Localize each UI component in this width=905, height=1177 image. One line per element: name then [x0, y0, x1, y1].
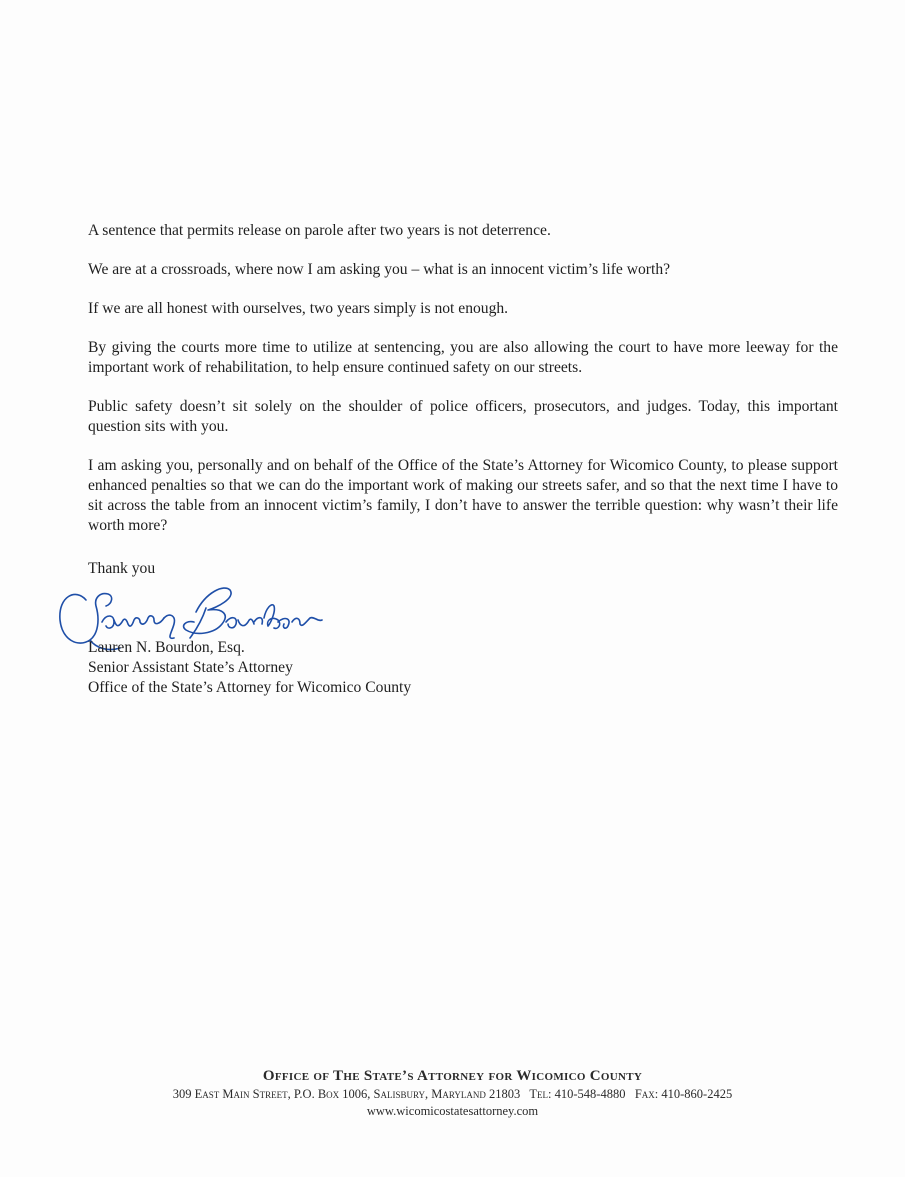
footer-office-name: Office of The State’s Attorney for Wicomico County	[262, 1068, 643, 1084]
footer-website: www.wicomicostatesattorney.com	[366, 1104, 539, 1118]
signer-office: Office of the State’s Attorney for Wicomico County	[88, 679, 412, 696]
footer-address: 309 East Main Street, P.O. Box 1006, Salisbury, Maryland 21803 Tel: 410-548-4880 Fax: 410-860-2425	[172, 1087, 733, 1101]
paragraph-public-safety: Public safety doesn’t sit solely on the shoulder of police officers, prosecutors, and judges. Today, this important question sits with you.	[88, 398, 838, 435]
paragraph-rehabilitation: By giving the courts more time to utilize at sentencing, you are also allowing the court to have more leeway for the important work of rehabilitation, to help ensure continued safety on our streets.	[88, 339, 838, 376]
paragraph-crossroads: We are at a crossroads, where now I am asking you – what is an innocent victim’s life worth?	[88, 261, 671, 278]
letterhead-footer	[0, 1066, 905, 1120]
signer-title: Senior Assistant State’s Attorney	[88, 659, 293, 676]
closing-line: Thank you	[88, 560, 156, 577]
paragraph-honest: If we are all honest with ourselves, two years simply is not enough.	[88, 300, 509, 317]
paragraph-deterrence: A sentence that permits release on parole after two years is not deterrence.	[88, 222, 551, 239]
paragraph-request: I am asking you, personally and on behalf of the Office of the State’s Attorney for Wicomico County, to please support enhanced penalties so that we can do the important work of making our streets safer, and so that the next time I have to sit across the table from an innocent victim’s family, I don’t have to answer the terrible question: why wasn’t their life worth more?	[88, 457, 838, 534]
signer-name: Lauren N. Bourdon, Esq.	[88, 639, 245, 656]
letter-body	[88, 221, 838, 555]
signature-block	[88, 638, 411, 698]
